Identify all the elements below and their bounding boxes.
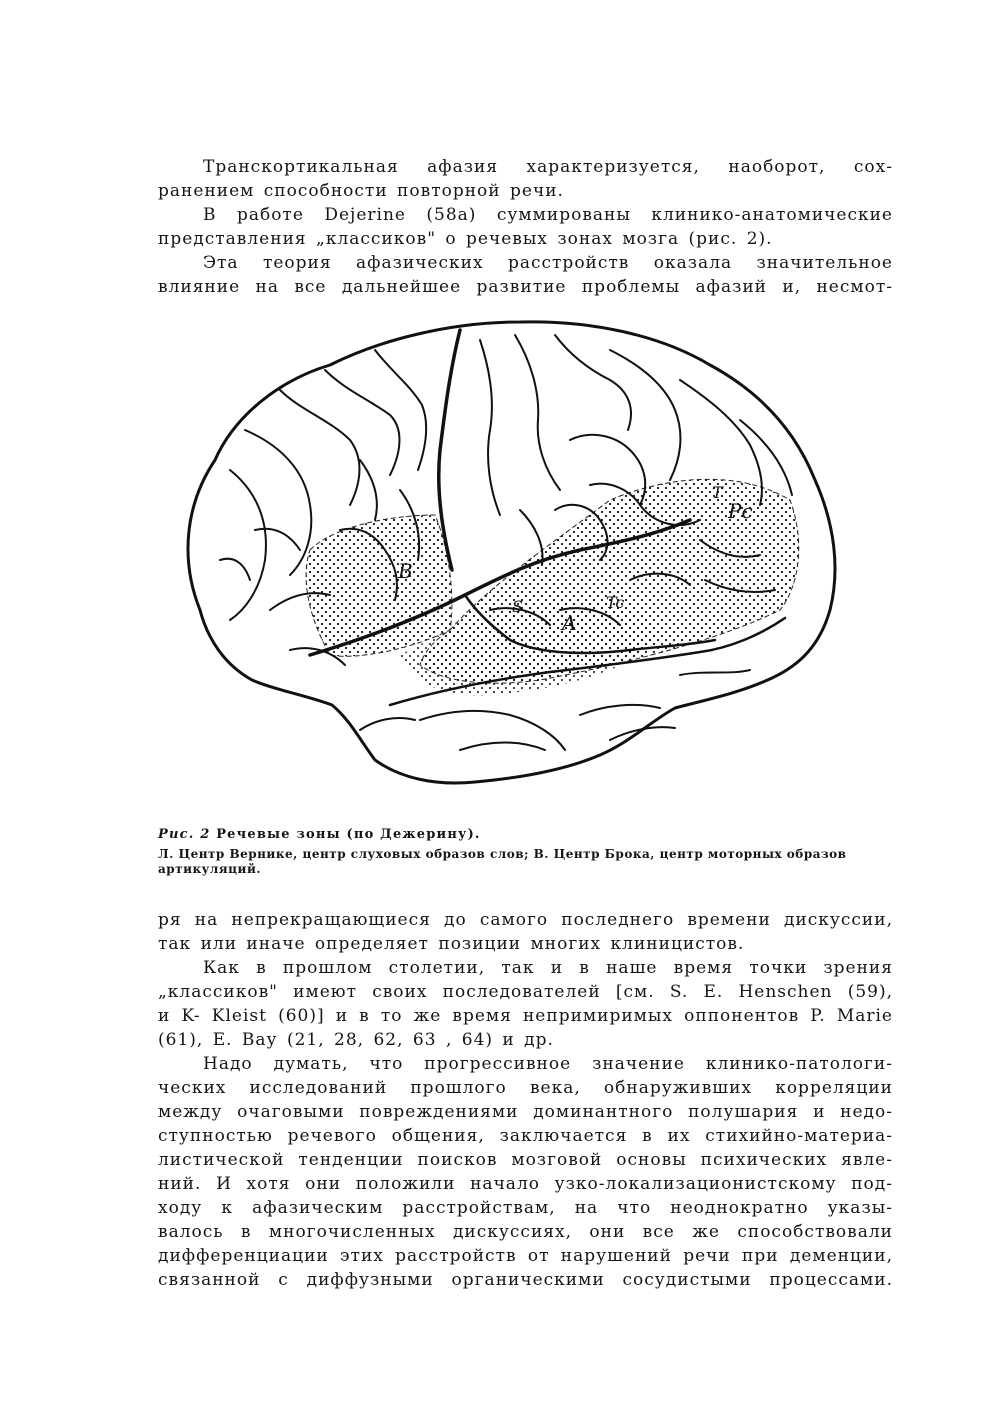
text-line: ступностью речевого общения, заключается в их стихийно-материа-: [158, 1126, 893, 1146]
text-line: листической тенденции поисков мозговой основы психических явле-: [158, 1150, 893, 1170]
text-line: и K- Kleist (60)] и в то же время непримиримых оппонентов P. Marie: [158, 1006, 893, 1026]
text-line: (61), Е. Вау (21, 28, 62, 63 , 64) и др.: [158, 1030, 554, 1050]
text-line: Эта теория афазических расстройств оказала значительное: [203, 253, 893, 273]
text-line: между очаговыми повреждениями доминантного полушария и недо-: [158, 1102, 893, 1122]
label-broca: B: [398, 559, 413, 583]
figure-caption: [158, 825, 898, 877]
text-line: валось в многочисленных дискуссиях, они все же способствовали: [158, 1222, 893, 1242]
top-text-block: [158, 155, 893, 299]
bottom-text-block: [158, 908, 893, 1292]
text-line: дифференциации этих расстройств от нарушений речи при деменции,: [158, 1246, 893, 1266]
label-t: T: [712, 483, 723, 502]
caption-body: [158, 847, 898, 877]
caption-title-text: Речевые зоны (по Дежерину).: [216, 827, 481, 842]
text-line: ний. И хотя они положили начало узко-локализационистскому под-: [158, 1174, 893, 1194]
caption-line: артикуляций.: [158, 862, 262, 876]
text-line: Как в прошлом столетии, так и в наше время точки зрения: [203, 958, 893, 978]
text-line: ческих исследований прошлого века, обнаруживших корреляции: [158, 1078, 893, 1098]
text-line: ря на непрекращающиеся до самого последнего времени дискуссии,: [158, 910, 893, 930]
text-line: ходу к афазическим расстройствам, на что неоднократно указы-: [158, 1198, 893, 1218]
label-s: S: [512, 597, 523, 616]
text-line: ранением способности повторной речи.: [158, 181, 564, 201]
caption-title: [158, 825, 898, 845]
label-tc: Tc: [606, 593, 625, 612]
broca-zone: [306, 515, 452, 656]
text-line: Транскортикальная афазия характеризуется, наоборот, сох-: [203, 157, 893, 177]
caption-line: Л. Центр Вернике, центр слуховых образов слов; В. Центр Брока, центр моторных образов: [158, 847, 847, 861]
figure-number: Рис. 2: [158, 827, 211, 842]
brain-speech-zones-figure: [160, 310, 840, 810]
text-line: связанной с диффузными органическими сосудистыми процессами.: [158, 1270, 893, 1290]
text-line: „классиков" имеют своих последователей [см. S. E. Henschen (59),: [158, 982, 893, 1002]
text-line: представления „классиков" о речевых зонах мозга (рис. 2).: [158, 229, 773, 249]
label-pc: Pc: [728, 499, 753, 523]
label-wernicke: A: [562, 611, 577, 635]
text-line: Надо думать, что прогрессивное значение клинико-патологи-: [203, 1054, 893, 1074]
text-line: влияние на все дальнейшее развитие проблемы афазий и, несмот-: [158, 277, 893, 297]
text-line: так или иначе определяет позиции многих клиницистов.: [158, 934, 745, 954]
text-line: В работе Dejerine (58а) суммированы клинико-анатомические: [203, 205, 893, 225]
